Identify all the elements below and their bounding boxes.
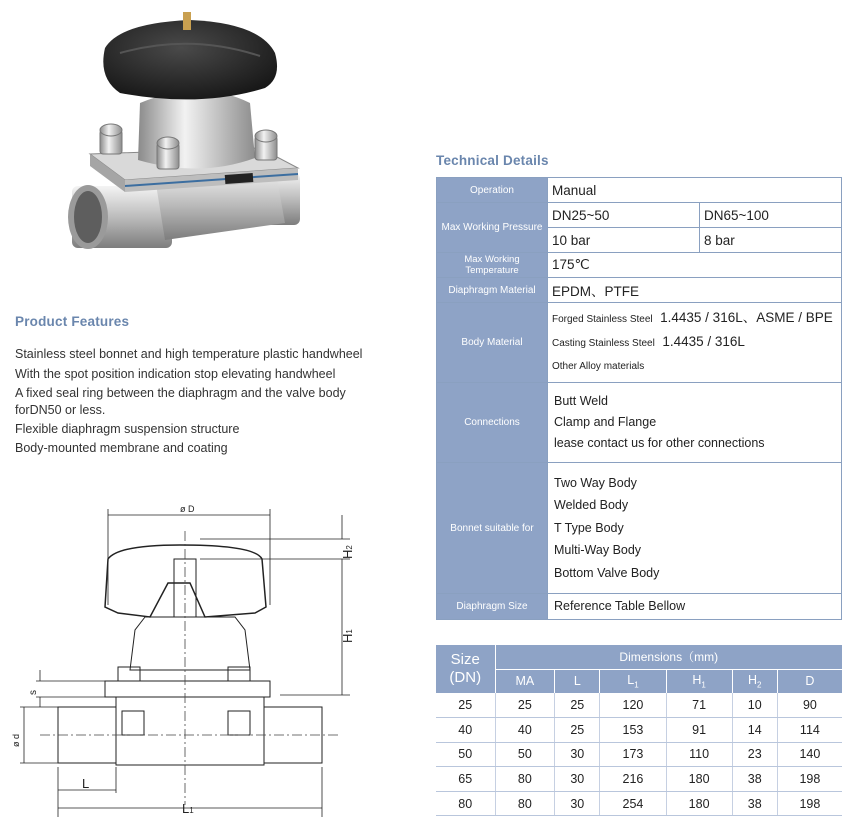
table-cell: 110 [666,742,732,767]
column-header: $H_1$ [666,669,732,693]
h2-label: H2 [340,545,355,559]
pressure-value-b: 8 bar [700,228,842,253]
valve-product-photo [60,8,320,263]
table-cell: 50 [436,742,495,767]
feature-item: Stainless steel bonnet and high temperature plastic handwheel [15,347,363,361]
label-body-material: Body Material [437,303,548,383]
table-row [436,791,842,816]
table-cell: 80 [436,791,495,816]
label-temperature: Max Working Temperature [437,253,548,278]
other-alloy: Other Alloy materials [552,360,645,372]
feature-item: With the spot position indication stop elevating handwheel [15,366,336,381]
size-label: Size [450,651,480,668]
table-cell: 80 [495,791,555,816]
column-header: MA [495,669,555,693]
table-cell: 140 [777,742,842,767]
table-cell: 30 [555,742,600,767]
connection-item: Butt Weld [554,394,608,408]
feature-item: Body-mounted membrane and coating [15,441,228,455]
column-header: L [555,669,600,693]
dimensions-body [436,693,842,816]
column-header: D [805,674,815,689]
label-connections: Connections [437,383,548,463]
table-cell: 30 [555,791,600,816]
table-cell: 114 [777,718,842,743]
table-cell: 80 [495,767,555,792]
d-label: ø d [11,733,21,747]
technical-details-table [436,177,842,620]
row-bonnet [437,463,842,594]
pressure-range-a: DN25~50 [548,203,700,228]
row-temperature [437,253,842,278]
value-diaphragm-material: EPDM、PTFE [548,278,842,303]
pressure-value-a: 10 bar [548,228,700,253]
product-features-list [15,345,415,459]
bonnet-item: Two Way Body [554,475,637,490]
table-cell: 10 [732,693,777,718]
connection-item: lease contact us for other connections [554,436,765,450]
value-temperature: 175℃ [548,253,842,278]
row-pressure [437,203,842,228]
bonnet-item: Bottom Valve Body [554,565,660,580]
value-bonnet [548,463,842,594]
table-cell: 40 [495,718,555,743]
label-operation: Operation [437,178,548,203]
value-operation: Manual [548,178,842,203]
label-diaphragm-material: Diaphragm Material [437,278,548,303]
table-cell: 120 [600,693,666,718]
label-pressure: Max Working Pressure [437,203,548,253]
table-cell: 180 [666,767,732,792]
technical-details-title: Technical Details [436,153,549,168]
table-cell: 198 [777,767,842,792]
table-cell: 14 [732,718,777,743]
bonnet-item: Multi-Way Body [554,543,642,558]
table-cell: 25 [436,693,495,718]
row-diaphragm-material [437,278,842,303]
column-header-row [436,669,842,693]
table-cell: 90 [777,693,842,718]
dimensions-caption: Dimensions（mm) [495,645,842,669]
table-cell: 65 [436,767,495,792]
table-cell: 23 [732,742,777,767]
label-diaphragm-size: Diaphragm Size [437,594,548,620]
connection-item: Clamp and Flange [554,415,657,429]
table-row [436,767,842,792]
table-cell: 38 [732,767,777,792]
table-cell: 25 [555,693,600,718]
row-operation [437,178,842,203]
h1-label: H1 [340,629,355,643]
table-cell: 25 [555,718,600,743]
feature-item: Flexible diaphragm suspension structure [15,421,240,436]
column-header: $L_1$ [600,669,666,693]
row-diaphragm-size [437,594,842,620]
table-cell: 198 [777,791,842,816]
casting-label: Casting Stainless Steel [552,337,655,349]
value-diaphragm-size [548,594,842,620]
diaphragm-size-text: Reference Table Bellow [554,599,686,614]
size-header-row [436,645,842,669]
pressure-range-b: DN65~100 [700,203,842,228]
column-header: $H_2$ [732,669,777,693]
dimensions-table [436,645,842,816]
l1-label: L1 [182,801,194,816]
table-cell: 38 [732,791,777,816]
table-cell: 173 [600,742,666,767]
feature-item: A fixed seal ring between the diaphragm and the valve body [15,386,346,400]
size-header [436,645,495,693]
table-cell: 216 [600,767,666,792]
bonnet-item: T Type Body [554,520,624,535]
row-connections [437,383,842,463]
table-row [436,742,842,767]
table-cell: 30 [555,767,600,792]
table-row [436,718,842,743]
od-label: ø D [180,504,195,514]
forged-value: 1.4435 / 316L、ASME / BPE [660,309,833,325]
l-label: L [82,776,90,791]
table-cell: 254 [600,791,666,816]
table-cell: 71 [666,693,732,718]
value-connections [548,383,842,463]
feature-item: forDN50 or less. [15,402,106,417]
value-body-material [548,303,842,383]
table-cell: 25 [495,693,555,718]
table-cell: 153 [600,718,666,743]
row-body-material [437,303,842,383]
table-row [436,693,842,718]
forged-label: Forged Stainless Steel [552,313,653,325]
casting-value: 1.4435 / 316L [662,333,745,349]
table-cell: 40 [436,718,495,743]
table-cell: 180 [666,791,732,816]
dimension-drawing [0,495,420,835]
product-features-title: Product Features [15,314,130,329]
dn-label: (DN) [449,669,482,686]
s-label: s [28,690,39,695]
label-bonnet: Bonnet suitable for [437,463,548,594]
bonnet-item: Welded Body [554,498,629,513]
table-cell: 91 [666,718,732,743]
table-cell: 50 [495,742,555,767]
